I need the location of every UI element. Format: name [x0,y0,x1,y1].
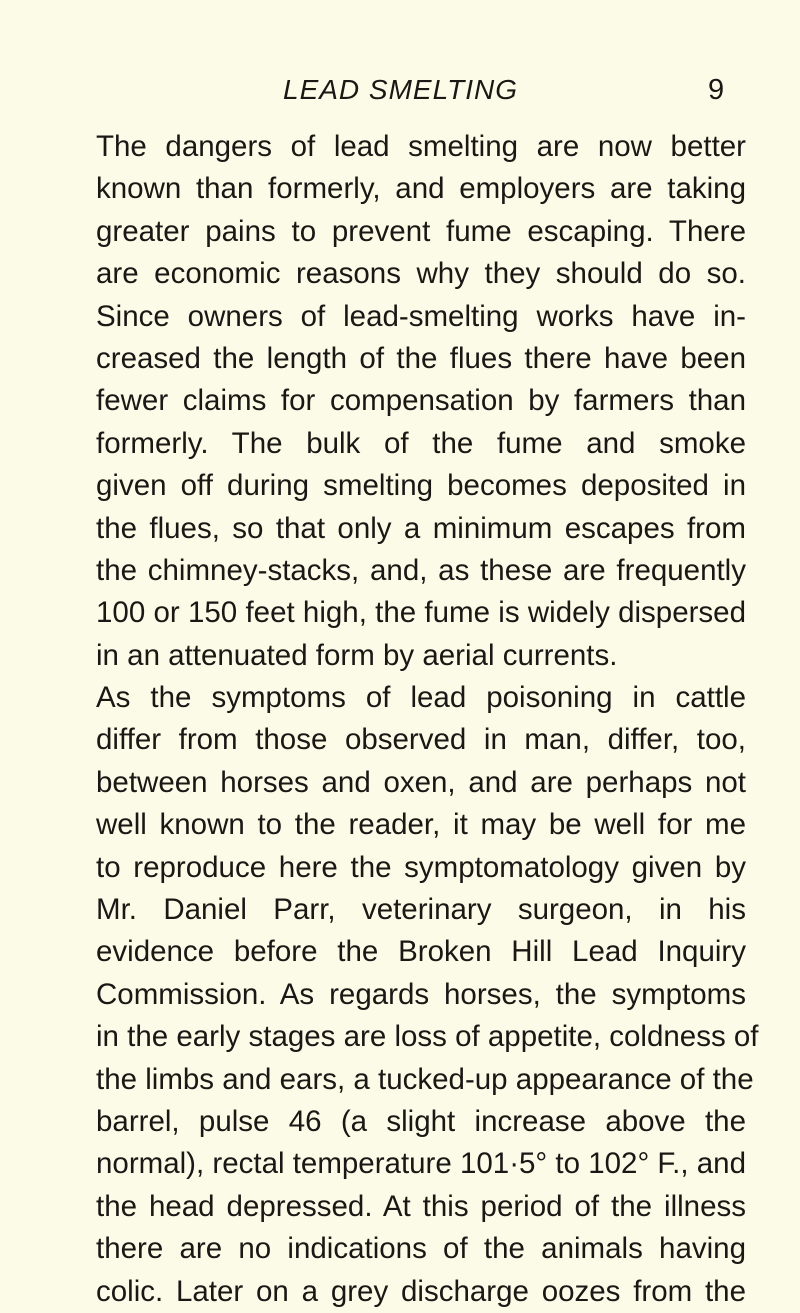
running-title: LEAD SMELTING [283,74,518,105]
text-line: Since owners of lead-smelting works have in- [96,299,746,333]
text-line: known than formerly, and employers are taking [96,172,746,206]
text-line: in the early stages are loss of appetite, coldness of [96,1020,759,1054]
text-line: the flues, so that only a minimum escapes from [96,511,746,545]
text-line: fewer claims for compensation by farmers than [96,384,746,418]
text-line: The dangers of lead smelting are now better [96,130,746,163]
text-line: there are no indications of the animals having [96,1232,746,1266]
text-line: 100 or 150 feet high, the fume is widely dispersed [96,596,746,630]
text-line: normal), rectal temperature 101·5° to 102° F., and [96,1147,746,1181]
text-line: the chimney-stacks, and, as these are frequently [96,553,746,587]
text-line: Commission. As regards horses, the symptoms [96,977,746,1011]
text-line: given off during smelting becomes deposited in [96,469,746,503]
running-head [0,72,800,112]
text-line: between horses and oxen, and are perhaps not [96,765,746,799]
text-line: creased the length of the flues there have been [96,341,746,375]
text-line: the limbs and ears, a tucked-up appearance of the [96,1062,754,1096]
text-line: Mr. Daniel Parr, veterinary surgeon, in his [96,893,746,927]
text-line: colic. Later on a grey discharge oozes from the [96,1274,746,1308]
text-line: differ from those observed in man, differ, too, [96,723,746,757]
text-line: to reproduce here the symptomatology given by [96,850,746,884]
text-line: in an attenuated form by aerial currents. [96,638,618,672]
text-line: evidence before the Broken Hill Lead Inquiry [96,935,746,969]
body-text [96,126,759,1313]
page-number: 9 [708,74,725,106]
text-line: greater pains to prevent fume escaping. There [96,214,746,248]
text-line: As the symptoms of lead poisoning in cattle [96,681,746,715]
text-line: the head depressed. At this period of the illness [96,1189,746,1223]
text-line: barrel, pulse 46 (a slight increase above the [96,1104,746,1138]
text-line: are economic reasons why they should do so. [96,257,746,291]
text-line: formerly. The bulk of the fume and smoke [96,426,746,460]
text-line: well known to the reader, it may be well for me [96,808,746,842]
